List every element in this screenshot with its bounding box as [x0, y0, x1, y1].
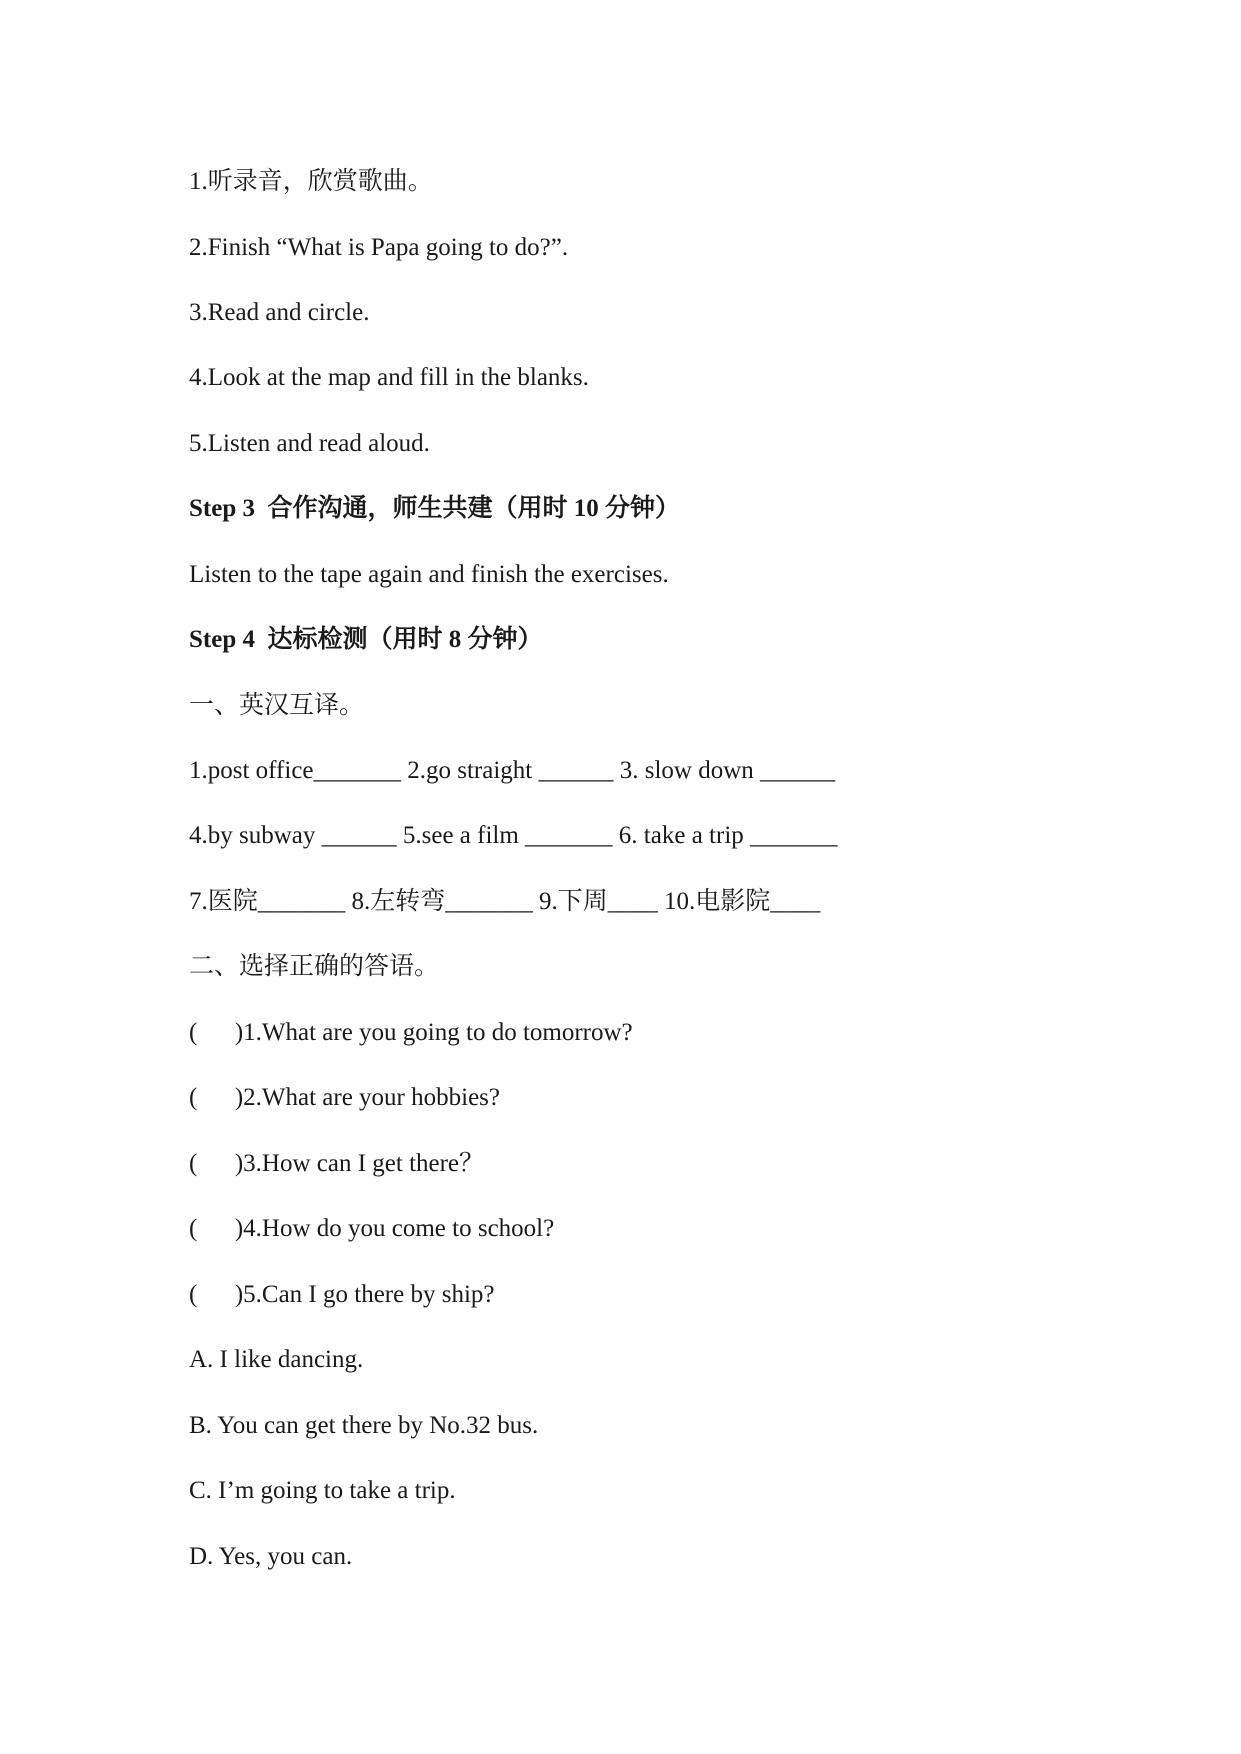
section2-title: 二、选择正确的答语。: [189, 953, 440, 980]
intro-step-1: 1.听录音，欣赏歌曲。: [189, 168, 433, 195]
answer-option-d: D. Yes, you can.: [189, 1543, 353, 1570]
translation-row-1: 1.post office_______ 2.go straight ______ 3. slow down ______: [189, 757, 836, 784]
answer-option-b: B. You can get there by No.32 bus.: [189, 1412, 539, 1439]
translation-row-2: 4.by subway ______ 5.see a film _______ 6. take a trip _______: [189, 822, 838, 849]
answer-option-c: C. I’m going to take a trip.: [189, 1477, 456, 1504]
answer-option-a: A. I like dancing.: [189, 1346, 364, 1373]
question-2: ( )2.What are your hobbies?: [189, 1084, 500, 1111]
question-1: ( )1.What are you going to do tomorrow?: [189, 1019, 633, 1046]
question-3: ( )3.How can I get there？: [189, 1150, 485, 1177]
question-4: ( )4.How do you come to school?: [189, 1215, 555, 1242]
intro-step-5: 5.Listen and read aloud.: [189, 430, 430, 457]
step4-heading: Step 4 达标检测（用时 8 分钟）: [189, 626, 543, 653]
question-5: ( )5.Can I go there by ship?: [189, 1281, 495, 1308]
section1-title: 一、英汉互译。: [189, 692, 365, 719]
intro-step-2: 2.Finish “What is Papa going to do?”.: [189, 234, 569, 261]
intro-step-4: 4.Look at the map and fill in the blanks.: [189, 364, 589, 391]
step3-heading: Step 3 合作沟通，师生共建（用时 10 分钟）: [189, 495, 680, 522]
translation-row-3: 7.医院_______ 8.左转弯_______ 9.下周____ 10.电影院____: [189, 888, 821, 915]
intro-step-3: 3.Read and circle.: [189, 299, 370, 326]
step3-text: Listen to the tape again and finish the exercises.: [189, 561, 669, 588]
